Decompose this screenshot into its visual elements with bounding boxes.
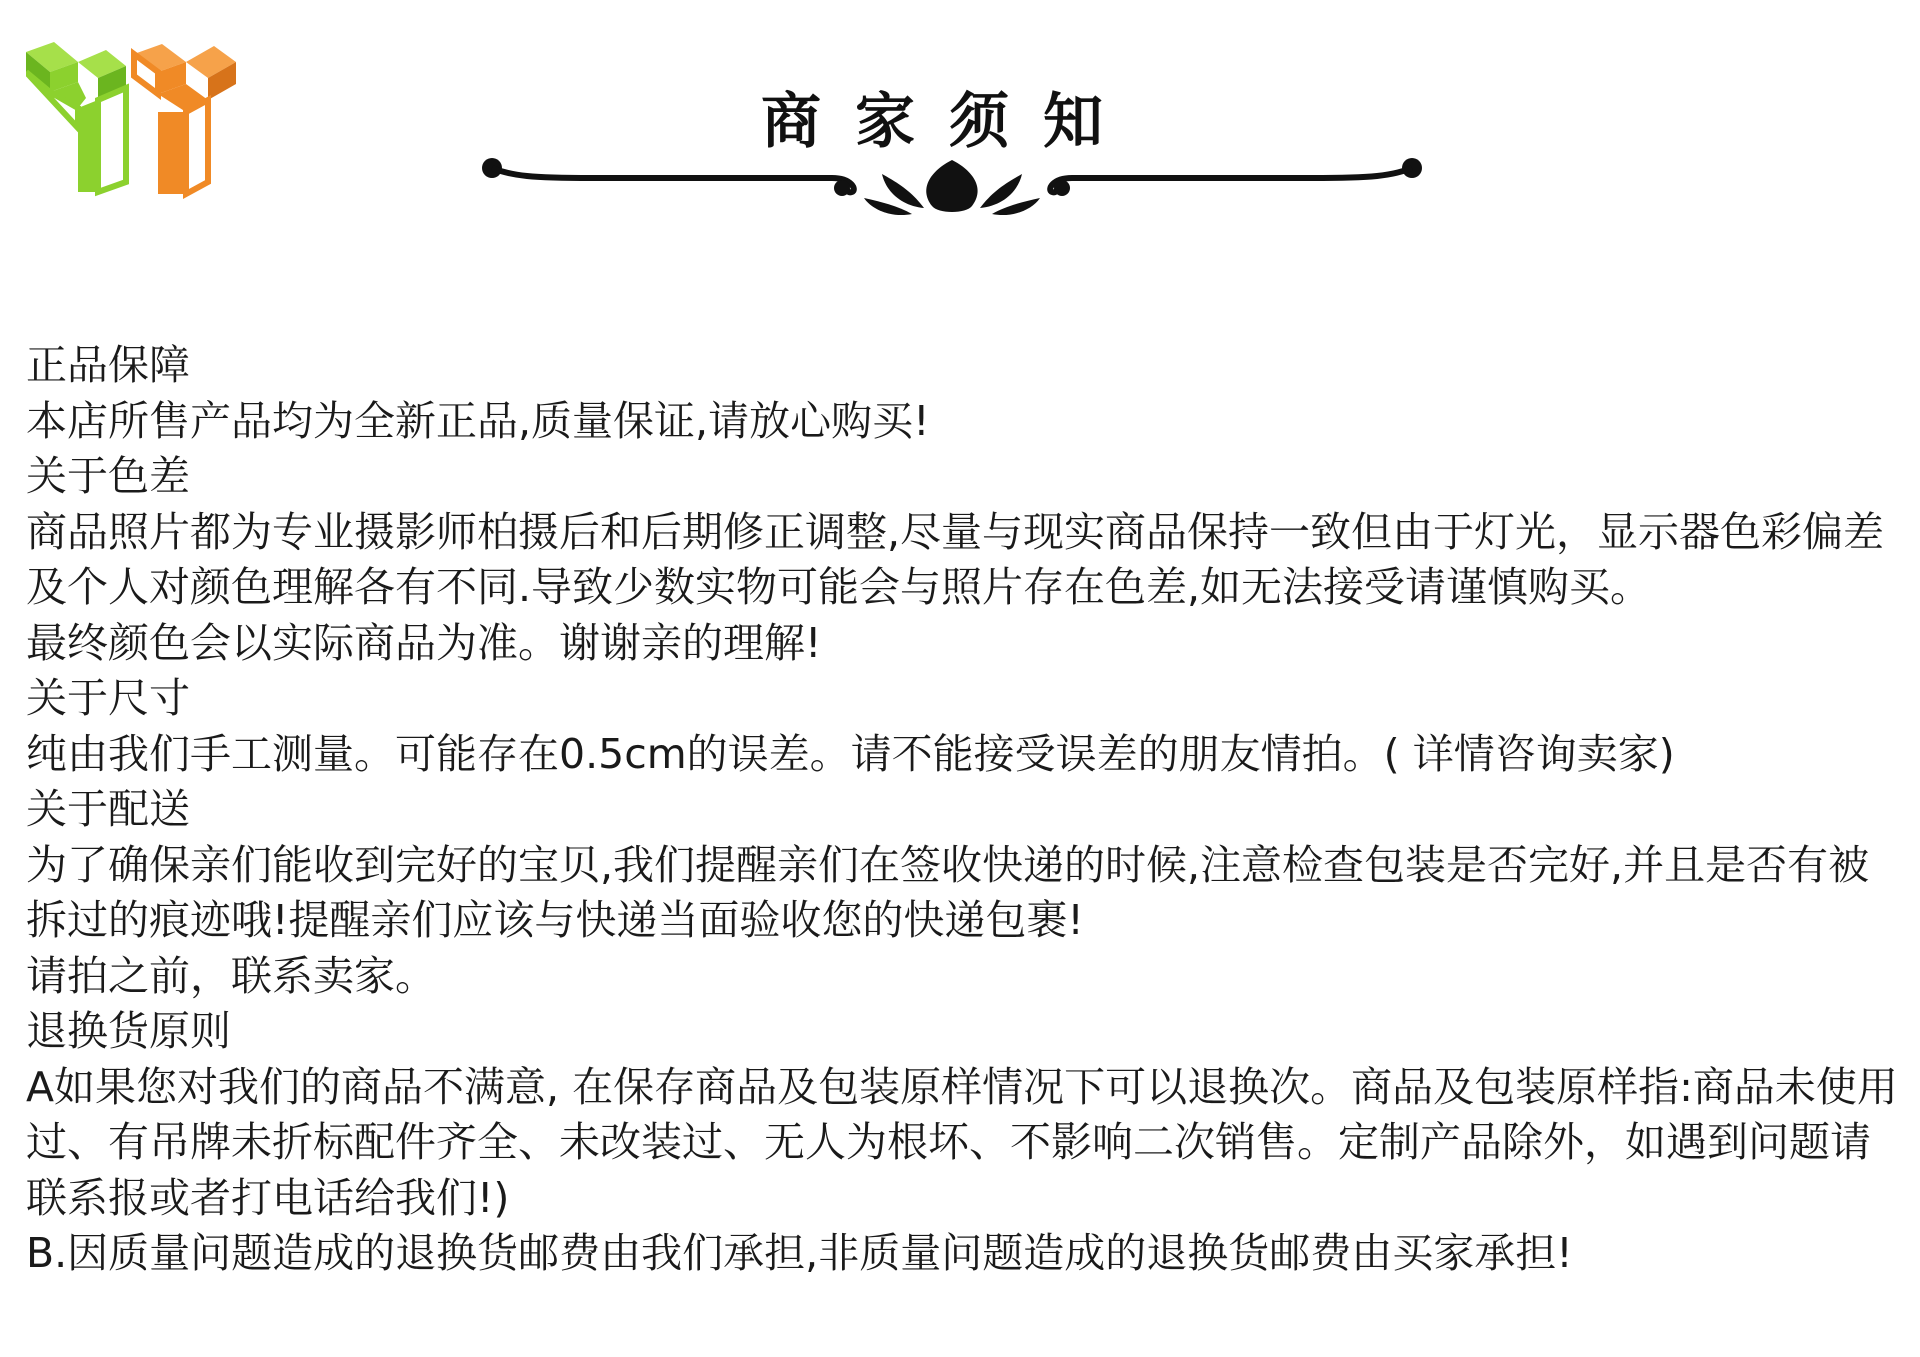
section-text-color-final: 最终颜色会以实际商品为准。谢谢亲的理解!	[26, 618, 822, 667]
section-text-returns-a: A如果您对我们的商品不满意, 在保存商品及包装原样情况下可以退换次。商品及包装原样指:商品未使用过、有吊牌未折标配件齐全、未改装过、无人为根坏、不影响二次销售。定制产品除外，如遇到问题请联系报或者打电话给我们!)	[26, 1062, 1898, 1222]
ornamental-divider-icon	[472, 148, 1432, 220]
notice-content	[26, 338, 1906, 1282]
section-heading-size: 关于尺寸	[26, 674, 190, 722]
section-heading-returns: 退换货原则	[26, 1007, 231, 1055]
section-text-authentic: 本店所售产品均为全新正品,质量保证,请放心购买!	[26, 396, 930, 445]
section-text-size: 纯由我们手工测量。可能存在0.5cm的误差。请不能接受误差的朋友情拍。( 详情咨询卖家)	[26, 729, 1675, 778]
section-text-returns-b: B.因质量问题造成的退换货邮费由我们承担,非质量问题造成的退换货邮费由买家承担!	[26, 1229, 1573, 1277]
page-title: 商家须知	[761, 87, 1137, 157]
section-text-color: 商品照片都为专业摄影师柏摄后和后期修正调整,尽量与现实商品保持一致但由于灯光，显示器色彩偏差及个人对颜色理解各有不同.导致少数实物可能会与照片存在色差,如无法接受请谨慎购买。	[26, 507, 1885, 611]
section-heading-authentic: 正品保障	[26, 341, 190, 389]
section-text-delivery-contact: 请拍之前，联系卖家。	[26, 951, 436, 1000]
section-heading-color: 关于色差	[26, 452, 190, 500]
section-heading-delivery: 关于配送	[26, 785, 190, 833]
section-text-delivery: 为了确保亲们能收到完好的宝贝,我们提醒亲们在签收快递的时候,注意检查包装是否完好,并且是否有被拆过的痕迹哦!提醒亲们应该与快递当面验收您的快递包裹!	[26, 840, 1870, 944]
